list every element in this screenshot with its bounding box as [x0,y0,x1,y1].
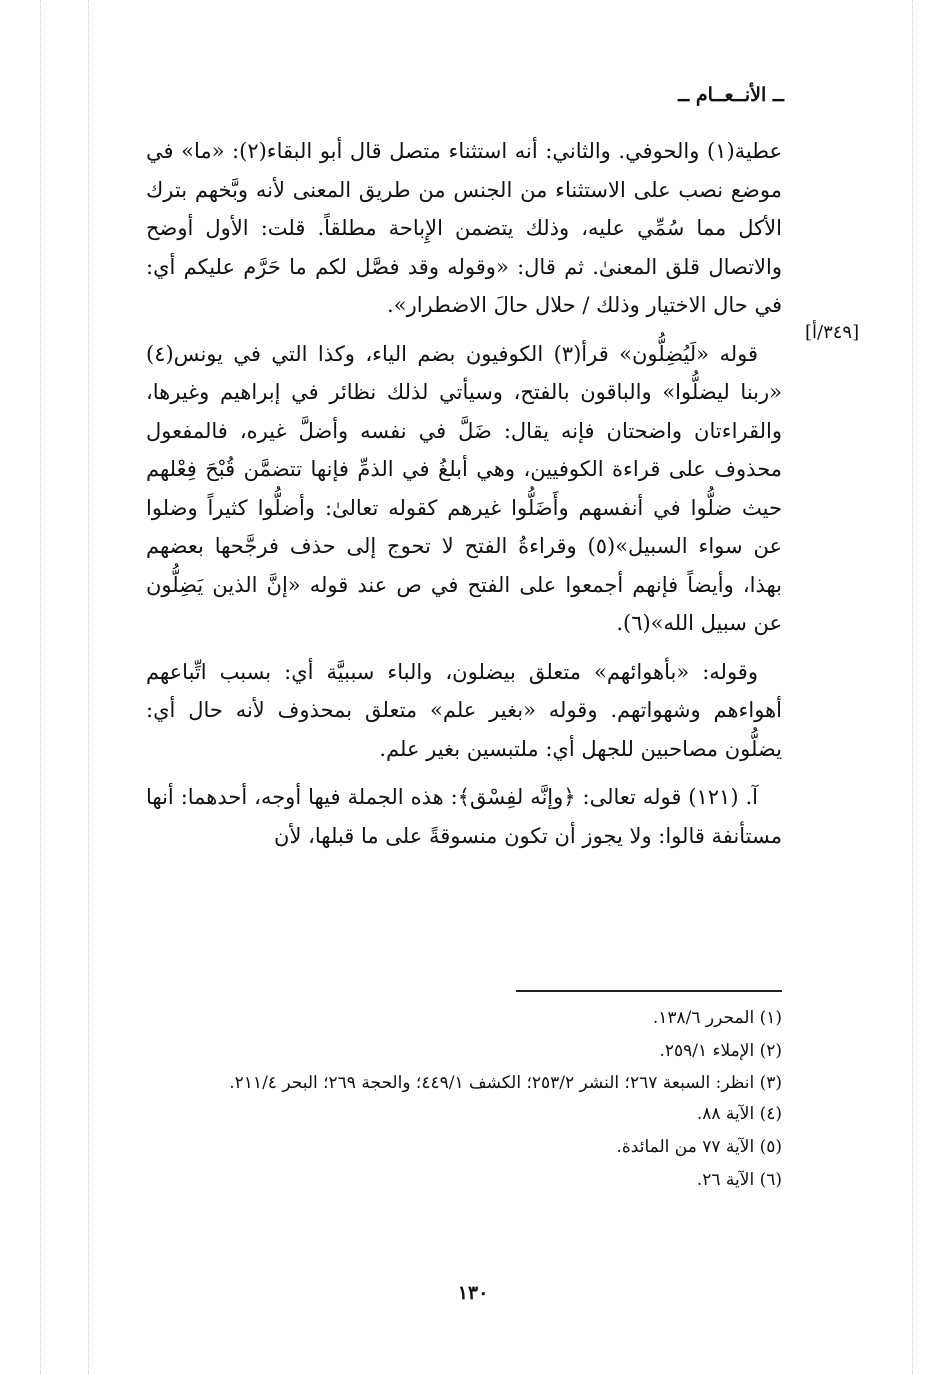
paragraph-3: وقوله: «بأهوائهم» متعلق بيضلون، والباء سببيَّة أي: بسبب اتِّباعهم أهواءهم وشهواتهم. وقوله «بغير علم» متعلق بمحذوف لأنه حال أي: يضلُّون مصاحبين للجهل أي: ملتبسين بغير علم. [146,659,782,761]
footnote-2: (٢) الإملاء ٢٥٩/١. [659,1041,782,1061]
footnote-separator [516,990,782,992]
footnote-1: (١) المحرر ١٣٨/٦. [652,1008,782,1028]
margin-folio-note: [٣٤٩/أ] [805,322,860,343]
running-header: ــ الأنــعــام ــ [678,84,784,106]
footnote-5: (٥) الآية ٧٧ من المائدة. [616,1137,782,1157]
scan-guide-line [40,0,41,1374]
paragraph-2: قوله «لَيُضِلُّون» قرأ(٣) الكوفيون بضم الياء، وكذا التي في يونس(٤) «ربنا ليضلُّوا» والباقون بالفتح، وسيأتي لذلك نظائر في إبراهيم وغيرها، والقراءتان واضحتان فإنه يقال: ضَلَّ في نفسه وأضلَّ غيره، فالمفعول محذوف على قراءة الكوفيين، وهي أبلغُ في الذمِّ فإنها تتضمَّن قُبْحَ فِعْلهم حيث ضلُّوا في أنفسهم وأَضَلُّوا غيرهم كقوله تعالىٰ: وأضلُّوا كثيراً وضلوا عن سواء السبيل»(٥) وقراءةُ الفتح لا تحوج إلى حذف فرجَّحها بعضهم بهذا، وأيضاً فإنهم أجمعوا على الفتح في ص عند قوله «إنَّ الذين يَضِلُّون عن سبيل الله»(٦). [146,341,783,635]
footnote-6: (٦) الآية ٢٦. [696,1170,782,1190]
main-text [146,132,782,855]
scan-guide-line [912,0,913,1374]
paragraph-4: آ. (١٢١) قوله تعالى: ﴿وإنَّه لفِسْق﴾: هذه الجملة فيها أوجه، أحدهما: أنها مستأنفة قالوا: ولا يجوز أن تكون منسوقةً على ما قبلها، لأن [146,785,782,848]
footnotes [80,1002,782,1197]
footnote-3: (٣) انظر: السبعة ٢٦٧؛ النشر ٢٥٣/٢؛ الكشف ٤٤٩/١؛ والحجة ٢٦٩؛ البحر ٢١١/٤. [229,1073,782,1093]
paragraph-1: عطية(١) والحوفي. والثاني: أنه استثناء متصل قال أبو البقاء(٢): «ما» في موضع نصب على الاستثناء من الجنس من طريق المعنى لأنه وبَّخهم بترك الأكل مما سُمِّي عليه، وذلك يتضمن الإِباحة مطلقاً. قلت: الأول أوضح والاتصال قلق المعنىٰ. ثم قال: «وقوله وقد فصَّل لكم ما حَرَّم عليكم أي: في حال الاختيار وذلك / حلال حالَ الاضطرار». [146,139,782,317]
page-number: ١٣٠ [457,1282,489,1304]
footnote-4: (٤) الآية ٨٨. [696,1104,782,1124]
